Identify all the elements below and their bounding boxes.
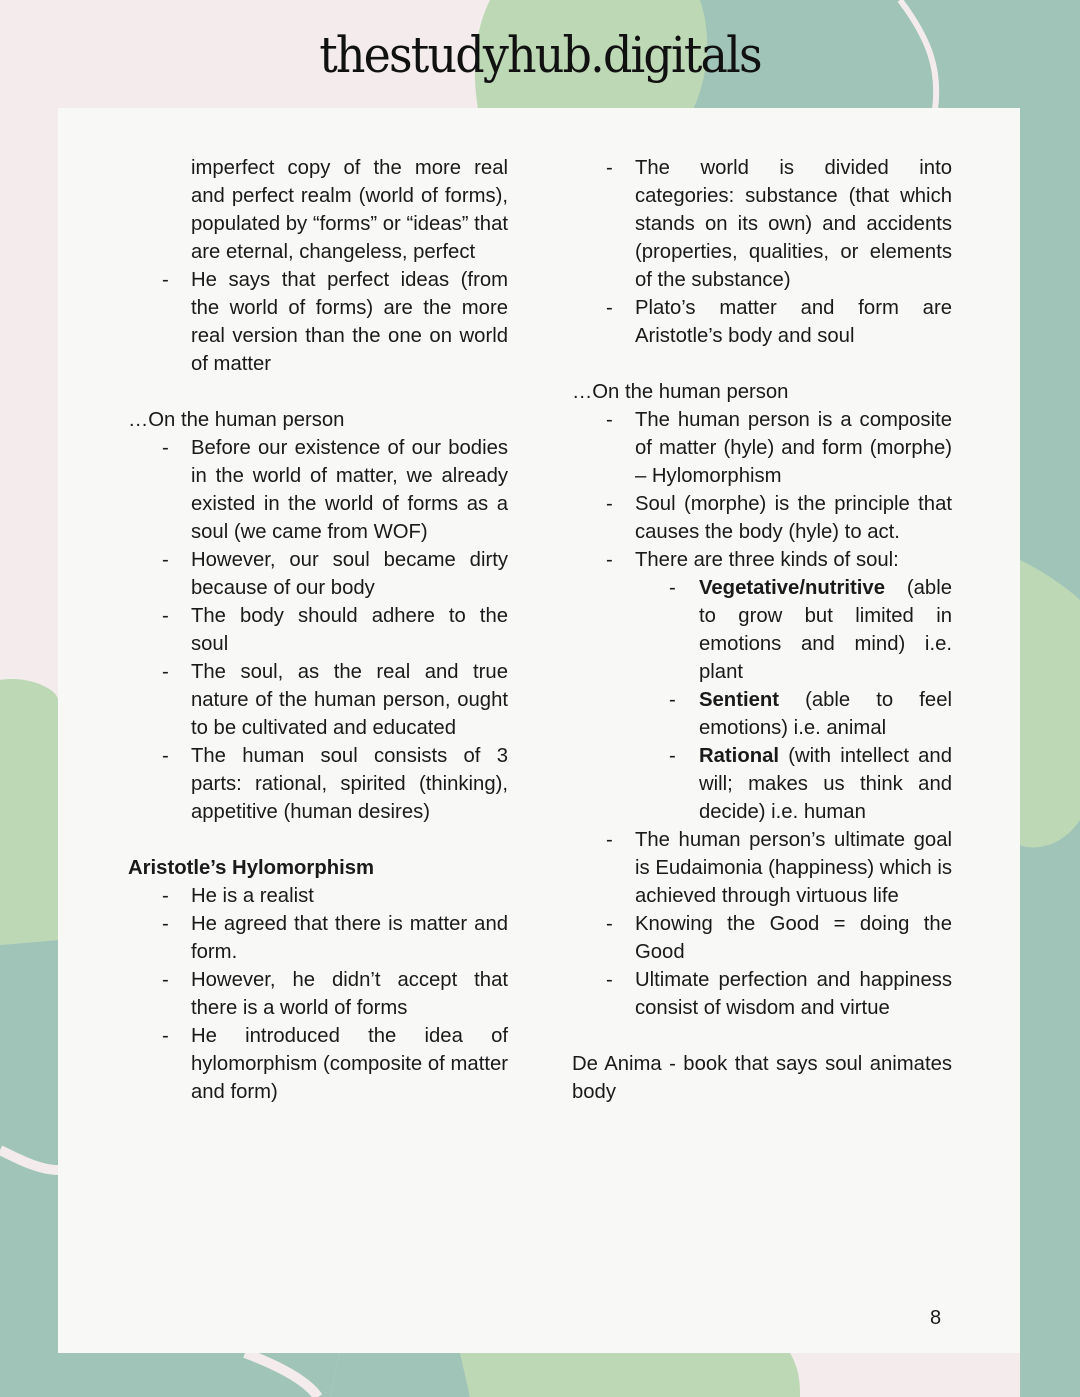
list-item: - The human person is a composite of matter (hyle) and form (morphe) – Hylomorphism: [572, 406, 952, 490]
brand-logo: thestudyhub.digitals: [319, 26, 761, 84]
list-item: - Ultimate perfection and happiness consist of wisdom and virtue: [572, 966, 952, 1022]
section-heading: Aristotle’s Hylomorphism: [128, 857, 375, 879]
list-item: - The body should adhere to the soul: [128, 602, 508, 658]
right-column: [572, 154, 952, 1106]
term-description: (with intellect and will; makes us think and decide) i.e. human: [699, 745, 952, 823]
list-item: - Plato’s matter and form are Aristotle’s body and soul: [572, 294, 952, 350]
sub-list-item: [699, 574, 952, 686]
list-item: - The world is divided into categories: substance (that which stands on its own) and accidents (properties, qualities, or elements of the substance): [572, 154, 952, 294]
list-item: - However, our soul became dirty because of our body: [128, 546, 508, 602]
list-item: - The human soul consists of 3 parts: rational, spirited (thinking), appetitive (human desires): [128, 742, 508, 826]
term-description: (able to feel emotions) i.e. animal: [699, 689, 952, 739]
list-item: - The human person’s ultimate goal is Eudaimonia (happiness) which is achieved through virtuous life: [572, 826, 952, 910]
de-anima-note: De Anima - book that says soul animates body: [572, 1053, 952, 1103]
list-item: - He is a realist: [128, 882, 508, 910]
page-number: 8: [930, 1307, 942, 1329]
plato-continuation: imperfect copy of the more real and perfect realm (world of forms), populated by “forms” or “ideas” that are eternal, changeless, perfect: [191, 157, 508, 263]
left-column: [128, 154, 508, 1106]
term: Rational: [699, 745, 780, 767]
term: Vegetative/nutritive: [699, 577, 885, 599]
list-item: - Soul (morphe) is the principle that causes the body (hyle) to act.: [572, 490, 952, 546]
list-item: - He agreed that there is matter and form.: [128, 910, 508, 966]
list-item: - The soul, as the real and true nature of the human person, ought to be cultivated and educated: [128, 658, 508, 742]
list-item: - Before our existence of our bodies in the world of matter, we already existed in the world of forms as a soul (we came from WOF): [128, 434, 508, 546]
term: Sentient: [699, 689, 780, 711]
list-item: - There are three kinds of soul:: [572, 546, 952, 574]
list-item: - Knowing the Good = doing the Good: [572, 910, 952, 966]
sub-list-item: [699, 686, 952, 742]
sub-list-item: [699, 742, 952, 826]
list-item: - He says that perfect ideas (from the world of forms) are the more real version than the one on world of matter: [128, 266, 508, 378]
list-item: - However, he didn’t accept that there is a world of forms: [128, 966, 508, 1022]
section-heading: …On the human person: [572, 381, 789, 403]
list-item: - He introduced the idea of hylomorphism (composite of matter and form): [128, 1022, 508, 1106]
term-description: (able to grow but limited in emotions and mind) i.e. plant: [699, 577, 952, 683]
section-heading: …On the human person: [128, 409, 345, 431]
